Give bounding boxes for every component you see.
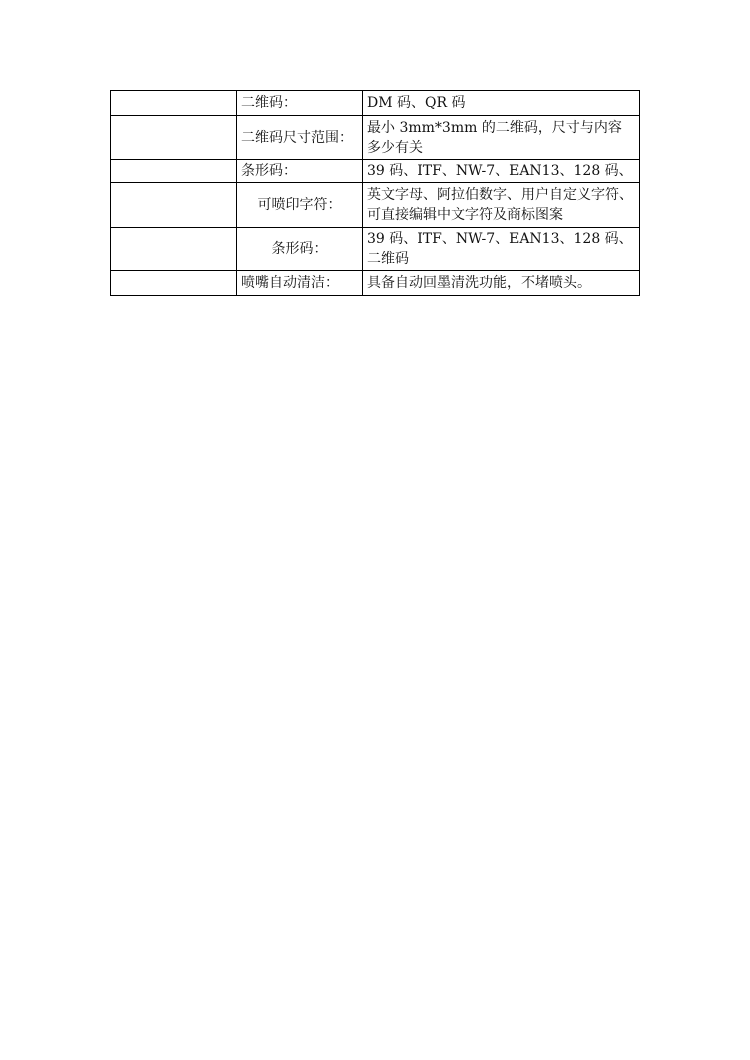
spec-value: 39 码、ITF、NW-7、EAN13、128 码、 — [363, 160, 640, 183]
table-row — [111, 116, 640, 160]
empty-cell — [111, 228, 237, 271]
spec-label: 可喷印字符： — [237, 183, 363, 228]
empty-cell — [111, 271, 237, 296]
spec-value: DM 码、QR 码 — [363, 91, 640, 116]
table-row — [111, 228, 640, 271]
empty-cell — [111, 116, 237, 160]
empty-cell — [111, 160, 237, 183]
empty-cell — [111, 91, 237, 116]
spec-value: 具备自动回墨清洗功能，不堵喷头。 — [363, 271, 640, 296]
spec-label: 二维码尺寸范围： — [237, 116, 363, 160]
spec-label: 条形码： — [237, 160, 363, 183]
spec-label: 条形码： — [237, 228, 363, 271]
spec-table — [110, 90, 640, 296]
spec-value: 英文字母、阿拉伯数字、用户自定义字符、可直接编辑中文字符及商标图案 — [363, 183, 640, 228]
table-row — [111, 271, 640, 296]
table-row — [111, 183, 640, 228]
spec-value: 最小 3mm*3mm 的二维码，尺寸与内容多少有关 — [363, 116, 640, 160]
empty-cell — [111, 183, 237, 228]
spec-label: 喷嘴自动清洁： — [237, 271, 363, 296]
table-row — [111, 160, 640, 183]
spec-value: 39 码、ITF、NW-7、EAN13、128 码、二维码 — [363, 228, 640, 271]
table-row — [111, 91, 640, 116]
spec-label: 二维码： — [237, 91, 363, 116]
